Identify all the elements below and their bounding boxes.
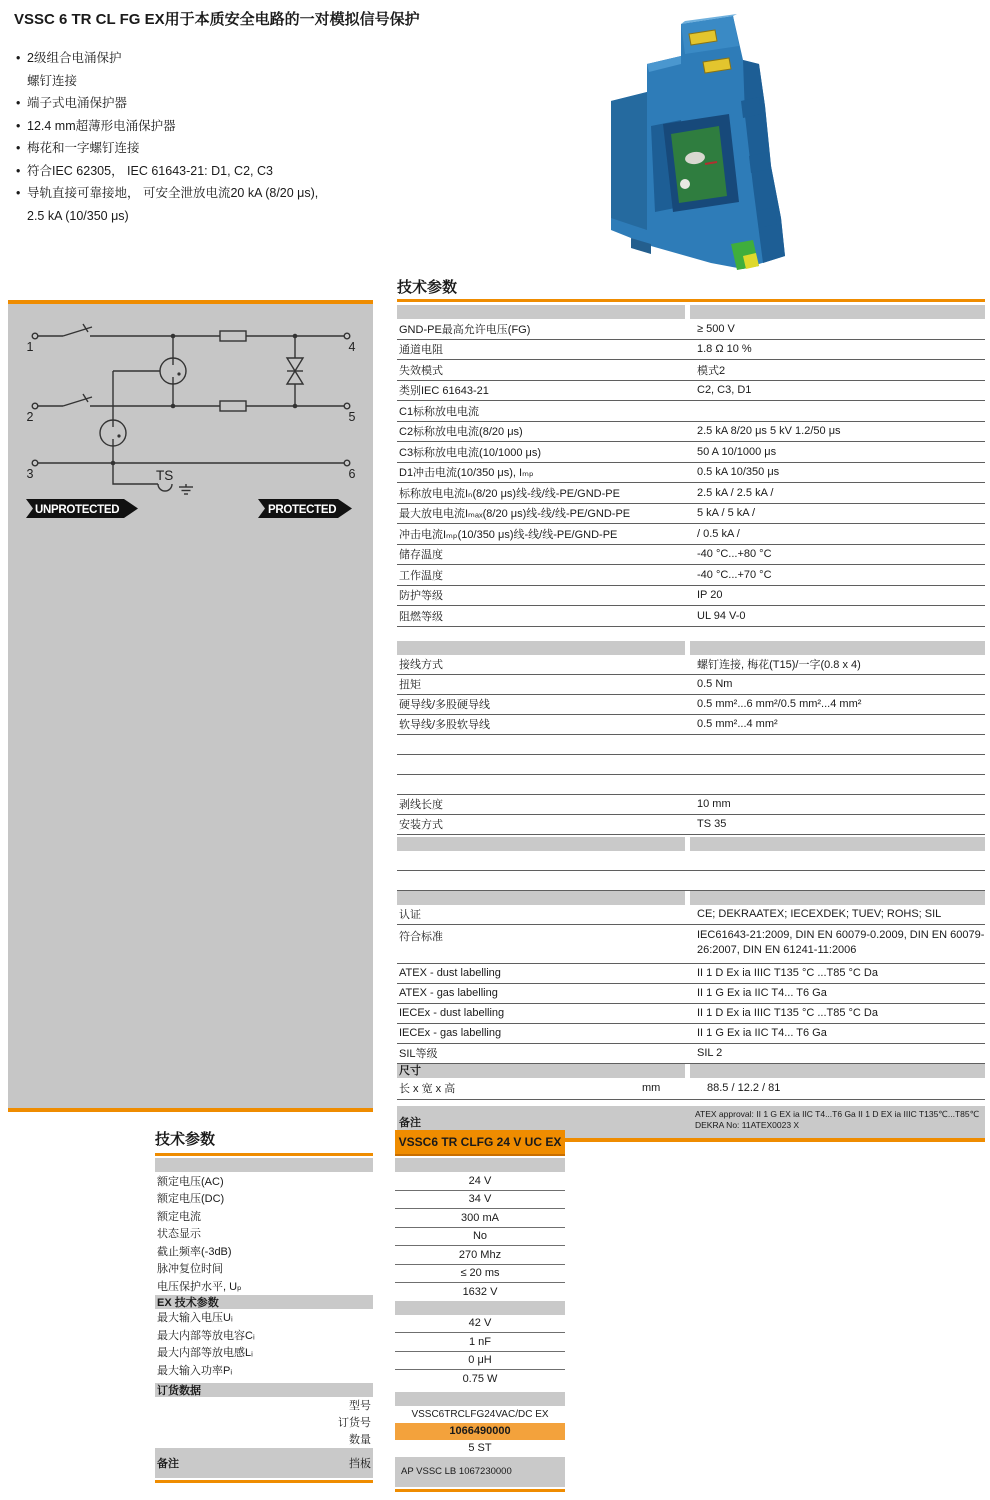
table-row [397, 360, 985, 381]
spec-value: 42 V [395, 1315, 565, 1334]
spec-label: 最大内部等放电容Cᵢ [157, 1329, 255, 1342]
row-label: 冲击电流Iₘₚ(10/350 μs)线-线/线-PE/GND-PE [399, 528, 618, 541]
row-value: 5 kA / 5 kA / [697, 507, 756, 520]
row-label: 工作温度 [399, 569, 443, 582]
row-label: ATEX - gas labelling [399, 987, 498, 999]
spec-label-row [155, 1277, 373, 1295]
row-value: SIL 2 [697, 1047, 723, 1059]
row-label: 硬导线/多股硬导线 [399, 699, 491, 711]
table-row [397, 319, 985, 340]
spec-label: 额定电压(AC) [157, 1175, 224, 1188]
row-label: IECEx - dust labelling [399, 1007, 505, 1019]
table-row [397, 524, 985, 545]
spec-heading: 技术参数 [155, 1131, 216, 1148]
terminal-label-5: 5 [348, 410, 356, 424]
spec-label-row [155, 1260, 373, 1278]
row-value: II 1 D Ex ia IIIC T135 °C ...T85 °C Da [697, 1007, 878, 1019]
row-label: 剥线长度 [399, 799, 443, 811]
section-band [397, 891, 985, 905]
ex-section-band [155, 1295, 373, 1309]
orange-rule-bottom [395, 1489, 565, 1492]
order-label-row [155, 1414, 373, 1431]
row-label: 符合标准 [399, 930, 443, 943]
terminal-label-2: 2 [26, 410, 34, 424]
spec-label: 额定电流 [157, 1210, 201, 1223]
row-label: C1标称放电电流 [399, 405, 480, 418]
section-band [155, 1158, 373, 1172]
table-row [397, 483, 985, 504]
row-label: 阻燃等级 [399, 610, 443, 623]
spec-label-row [155, 1326, 373, 1344]
bullet-text: 导轨直接可靠接地， 可安全泄放电流20 kA (8/20 μs), [27, 186, 319, 200]
row-label: 失效模式 [399, 364, 443, 377]
row-label: SIL等级 [399, 1048, 438, 1060]
order-label-row [155, 1397, 373, 1414]
remark-label: 备注 [399, 1116, 421, 1129]
remark-value-row [395, 1457, 565, 1487]
section-band [395, 1158, 565, 1172]
row-label: 软导线/多股软导线 [399, 719, 491, 731]
row-value: II 1 G Ex ia IIC T4... T6 Ga [697, 987, 827, 999]
bullet-text: 12.4 mm超薄形电涌保护器 [27, 118, 176, 133]
terminal-label-1: 1 [26, 340, 34, 354]
table-row [397, 381, 985, 402]
section-label: 尺寸 [399, 1064, 421, 1077]
protected-arrow-label: PROTECTED [268, 504, 337, 516]
spec-table-values [395, 1130, 565, 1492]
table-row [397, 655, 985, 675]
order-code-value: 1066490000 [395, 1423, 565, 1440]
order-label: 订货号 [338, 1417, 371, 1429]
bullet-dot: • [16, 96, 21, 110]
bullet-item [14, 115, 574, 138]
empty-row [397, 735, 985, 755]
spec-label: 最大输入电压Uᵢ [157, 1312, 233, 1325]
row-label: C2标称放电电流(8/20 μs) [399, 426, 523, 439]
empty-row [397, 755, 985, 775]
bullet-text: 螺钉连接 [27, 73, 78, 88]
row-value: -40 °C...+80 °C [697, 548, 772, 561]
spec-label: 脉冲复位时间 [157, 1263, 223, 1276]
table-row [397, 586, 985, 607]
row-value: 88.5 / 12.2 / 81 [707, 1082, 781, 1094]
row-label: D1冲击电流(10/350 μs), Iₘₚ [399, 467, 534, 480]
bullet-dot: • [16, 163, 21, 178]
orange-rule-bottom [155, 1480, 373, 1483]
order-label-row [155, 1431, 373, 1448]
table-row [397, 1044, 985, 1064]
row-label: C3标称放电电流(10/1000 μs) [399, 446, 542, 459]
row-value: 0.5 mm²...6 mm²/0.5 mm²...4 mm² [697, 698, 862, 710]
row-value: 0.5 kA 10/350 μs [697, 466, 780, 479]
table-row [397, 442, 985, 463]
spec-value: 0 μH [395, 1352, 565, 1371]
order-section-band [395, 1392, 565, 1406]
row-label: 安装方式 [399, 819, 443, 831]
terminal-block-illustration [593, 6, 798, 271]
row-label: 长 x 宽 x 高 [399, 1083, 456, 1095]
row-value: 0.5 mm²...4 mm² [697, 718, 778, 730]
row-value: II 1 G Ex ia IIC T4... T6 Ga [697, 1027, 827, 1039]
terminal-label-6: 6 [348, 467, 356, 481]
order-label: 型号 [349, 1400, 371, 1412]
bullet-item [14, 182, 574, 205]
empty-row [397, 851, 985, 871]
section-band [397, 305, 985, 319]
table-row [397, 675, 985, 695]
row-label: ATEX - dust labelling [399, 967, 501, 979]
row-value: 2.5 kA / 2.5 kA / [697, 486, 774, 499]
dimensions-section-band [397, 1064, 985, 1078]
table-row [397, 463, 985, 484]
section-band [397, 641, 985, 655]
order-section-band [155, 1383, 373, 1397]
row-value: -40 °C...+70 °C [697, 568, 772, 581]
bullet-text: 符合IEC 62305， IEC 61643-21: D1, C2, C3 [27, 163, 273, 178]
unprotected-arrow-label: UNPROTECTED [35, 504, 120, 516]
row-value: 1.8 Ω 10 % [697, 343, 752, 356]
row-value: 2.5 kA 8/20 μs 5 kV 1.2/50 μs [697, 425, 841, 438]
circuit-diagram [8, 314, 373, 529]
spec-value: No [395, 1228, 565, 1247]
spec-label-row [155, 1225, 373, 1243]
bullet-dot: • [16, 118, 21, 133]
spec-value: 300 mA [395, 1209, 565, 1228]
bullet-item [14, 47, 574, 70]
orange-bar-top [8, 300, 373, 304]
row-label: 扭矩 [399, 679, 421, 691]
ts-label: TS [156, 468, 174, 483]
table-row [397, 695, 985, 715]
row-value: IP 20 [697, 589, 723, 602]
remark-row [155, 1448, 373, 1478]
spec-value: 1 nF [395, 1333, 565, 1352]
spec-label-row [155, 1344, 373, 1362]
spec-label-row [155, 1190, 373, 1208]
spec-label: 截止频率(-3dB) [157, 1245, 232, 1258]
order-number-value: VSSC6TRCLFG24VAC/DC EX [411, 1408, 549, 1420]
remark-label: 备注 [157, 1457, 179, 1470]
terminal-label-4: 4 [348, 340, 356, 354]
bullet-text: 2级组合电涌保护 [27, 51, 122, 65]
empty-row [397, 775, 985, 795]
intro-section [14, 8, 574, 227]
row-label: 类别IEC 61643-21 [399, 385, 489, 398]
table-row [397, 504, 985, 525]
spec-value: 1632 V [462, 1285, 498, 1298]
table-row [397, 340, 985, 361]
row-label: 接线方式 [399, 659, 443, 671]
dimension-row [397, 1078, 985, 1100]
table-row [397, 1004, 985, 1024]
row-value: 50 A 10/1000 μs [697, 445, 777, 458]
spec-label: 额定电压(DC) [157, 1193, 225, 1206]
orange-rule [397, 299, 985, 302]
row-value: UL 94 V-0 [697, 609, 746, 622]
table-row [397, 964, 985, 984]
bullet-item [14, 137, 574, 160]
empty-row [397, 871, 985, 891]
spec-value: 270 Mhz [395, 1246, 565, 1265]
spec-label-row [155, 1361, 373, 1379]
table-row [397, 401, 985, 422]
row-label: 通道电阻 [399, 344, 443, 357]
page-title: VSSC 6 TR CL FG EX用于本质安全电路的一对模拟信号保护 [14, 11, 420, 28]
row-value: II 1 D Ex ia IIIC T135 °C ...T85 °C Da [697, 967, 878, 979]
table-row [397, 984, 985, 1004]
section-band [397, 837, 985, 851]
quantity-value: 5 ST [468, 1442, 492, 1454]
table-row [397, 925, 985, 964]
row-label: 防护等级 [399, 590, 443, 603]
table-row [397, 545, 985, 566]
spec-label: 电压保护水平, Uₚ [157, 1280, 242, 1293]
row-value: ≥ 500 V [697, 322, 735, 335]
circuit-diagram-panel [8, 300, 373, 1112]
row-value: C2, C3, D1 [697, 384, 752, 397]
row-value: / 0.5 kA / [697, 527, 740, 540]
bullet-dot: • [16, 186, 21, 200]
bullet-item [14, 160, 574, 183]
row-label: GND-PE最高允许电压(FG) [399, 323, 531, 336]
spec-value: 0.75 W [462, 1372, 498, 1385]
spec-table-labels [155, 1130, 373, 1483]
table-row [397, 422, 985, 443]
row-label: 储存温度 [399, 549, 443, 562]
bullet-text: 梅花和一字螺钉连接 [27, 141, 140, 155]
bullet-dot: • [16, 51, 21, 65]
table-row [397, 606, 985, 627]
table-heading: 技术参数 [397, 279, 458, 296]
spec-label-row [155, 1207, 373, 1225]
spec-label: 最大输入功率Pᵢ [157, 1364, 233, 1377]
order-section-label: 订货数据 [157, 1384, 201, 1397]
row-value: TS 35 [697, 818, 727, 830]
baffle-label: 挡板 [349, 1457, 371, 1470]
row-label: IECEx - gas labelling [399, 1027, 502, 1039]
spec-label-row [155, 1172, 373, 1190]
row-value: IEC61643-21:2009, DIN EN 60079-0.2009, DIN EN 60079-26:2007, DIN EN 61241-11:2006 [697, 928, 985, 956]
orange-bar-bottom [8, 1108, 373, 1112]
spec-label: 状态显示 [157, 1228, 201, 1241]
remark-text-line2: DEKRA No: 11ATEX0023 X [695, 1119, 800, 1130]
terminal-label-3: 3 [26, 467, 34, 481]
table-row [397, 715, 985, 735]
remark-text-line1: ATEX approval: II 1 G EX ia IIC T4...T6 Ga II 1 D EX ia IIIC T135℃...T85℃ [695, 1108, 980, 1119]
product-column-header: VSSC6 TR CLFG 24 V UC EX [395, 1130, 565, 1156]
spec-value: 34 V [395, 1191, 565, 1210]
row-value: 0.5 Nm [697, 678, 733, 690]
dimension-unit: mm [642, 1082, 661, 1094]
row-label: 最大放电电流Iₘₐₓ(8/20 μs)线-线/线-PE/GND-PE [399, 508, 631, 521]
spec-label-row [155, 1242, 373, 1260]
row-value: CE; DEKRAATEX; IECEXDEK; TUEV; ROHS; SIL [697, 908, 942, 920]
table-row [397, 795, 985, 815]
bullet-item [14, 205, 574, 228]
ex-section-band [395, 1301, 565, 1315]
spec-value: ≤ 20 ms [395, 1265, 565, 1284]
bullet-dot: • [16, 141, 21, 155]
spec-label-row [155, 1309, 373, 1327]
row-value: 螺钉连接, 梅花(T15)/一字(0.8 x 4) [697, 659, 861, 671]
table-row [397, 565, 985, 586]
ex-section-label: EX 技术参数 [157, 1296, 219, 1309]
table-row [397, 905, 985, 925]
row-label: 认证 [399, 909, 421, 921]
spec-value: 24 V [395, 1172, 565, 1191]
row-value: 模式2 [697, 364, 726, 377]
row-label: 标称放电电流Iₙ(8/20 μs)线-线/线-PE/GND-PE [399, 487, 620, 500]
table-row [397, 1024, 985, 1044]
baffle-value: AP VSSC LB 1067230000 [401, 1466, 512, 1477]
spec-label: 最大内部等放电感Lᵢ [157, 1347, 253, 1360]
table-row [397, 815, 985, 835]
bullet-item [14, 92, 574, 115]
row-value: 10 mm [697, 798, 731, 810]
order-label: 数量 [349, 1434, 371, 1446]
bullet-text: 2.5 kA (10/350 μs) [27, 208, 129, 223]
technical-parameters-table [397, 278, 985, 1142]
bullet-item [14, 70, 574, 93]
bullet-text: 端子式电涌保护器 [27, 96, 128, 110]
product-image [593, 6, 798, 271]
